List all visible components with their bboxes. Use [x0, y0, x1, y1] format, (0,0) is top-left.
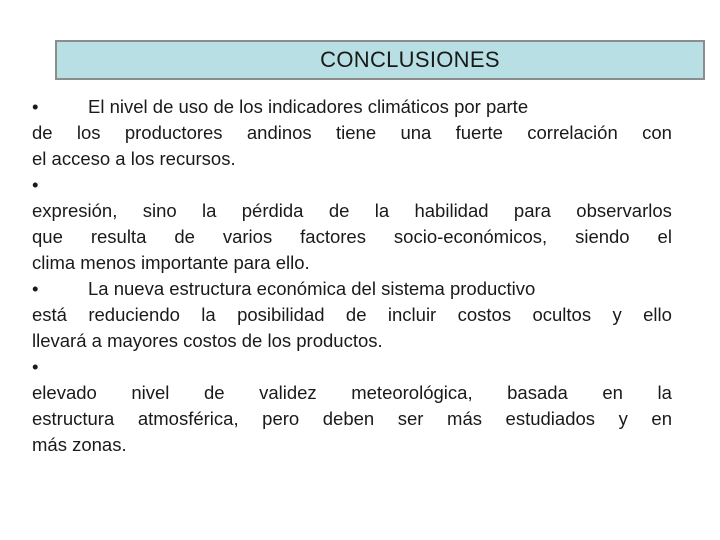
word: para	[513, 200, 551, 221]
paragraph-line	[32, 224, 672, 250]
word: correlación	[527, 122, 618, 143]
word: expresión,	[32, 200, 118, 221]
word: costos	[457, 304, 512, 325]
paragraph-line: más zonas.	[32, 434, 127, 455]
word: observarlos	[576, 200, 672, 221]
word: estructura	[32, 408, 115, 429]
paragraph-line	[32, 406, 672, 432]
word: y	[618, 408, 628, 429]
list-item	[32, 172, 672, 198]
paragraph-line: llevará a mayores costos de los productos.	[32, 330, 383, 351]
word: pérdida	[241, 200, 304, 221]
word: de	[174, 226, 195, 247]
paragraph-line	[32, 302, 672, 328]
word: varios	[222, 226, 273, 247]
word: validez	[259, 382, 317, 403]
bullet-icon: •	[32, 356, 39, 377]
word: de	[328, 200, 350, 221]
bullet-icon: •	[32, 278, 39, 299]
word: la	[657, 382, 672, 403]
paragraph-line: La nueva estructura económica del sistema productivo	[88, 278, 536, 299]
word: con	[642, 122, 672, 143]
paragraph-line	[32, 380, 672, 406]
word: ocultos	[532, 304, 592, 325]
word: reduciendo	[88, 304, 180, 325]
word: la	[202, 200, 217, 221]
word: deben	[322, 408, 375, 429]
paragraph-line: clima menos importante para ello.	[32, 252, 310, 273]
bullet-icon: •	[32, 96, 39, 117]
paragraph-line: El nivel de uso de los indicadores climáticos por parte	[88, 96, 529, 117]
word: pero	[262, 408, 300, 429]
word: siendo	[575, 226, 630, 247]
word: en	[602, 382, 623, 403]
paragraph-line	[32, 120, 672, 146]
word: incluir	[387, 304, 437, 325]
list-item	[32, 94, 672, 120]
word: sino	[142, 200, 177, 221]
word: los	[76, 122, 101, 143]
word: ser	[397, 408, 424, 429]
page-title: CONCLUSIONES	[320, 47, 500, 72]
word: ello	[643, 304, 672, 325]
word: nivel	[131, 382, 170, 403]
word: productores	[124, 122, 223, 143]
word: el	[657, 226, 672, 247]
word: estudiados	[505, 408, 596, 429]
bullet-icon: •	[32, 174, 39, 195]
word: y	[612, 304, 622, 325]
word: de	[345, 304, 367, 325]
word: una	[400, 122, 432, 143]
word: está	[32, 304, 67, 325]
word: basada	[507, 382, 568, 403]
word: de	[32, 122, 53, 143]
list-item	[32, 354, 672, 380]
word: factores	[300, 226, 366, 247]
word: de	[203, 382, 225, 403]
word: andinos	[246, 122, 312, 143]
word: que	[32, 226, 63, 247]
conclusions-list	[32, 94, 672, 458]
word: tiene	[336, 122, 377, 143]
word: atmosférica,	[137, 408, 239, 429]
word: resulta	[90, 226, 147, 247]
word: la	[374, 200, 390, 221]
word: meteorológica,	[351, 382, 473, 403]
paragraph-line: el acceso a los recursos.	[32, 148, 236, 169]
word: en	[651, 408, 672, 429]
word: la	[201, 304, 216, 325]
list-item	[32, 276, 672, 302]
word: habilidad	[414, 200, 489, 221]
word: fuerte	[455, 122, 503, 143]
word: posibilidad	[237, 304, 325, 325]
word: más	[447, 408, 482, 429]
paragraph-line	[32, 198, 672, 224]
word: socio-económicos,	[393, 226, 548, 247]
word: elevado	[32, 382, 97, 403]
title-banner	[55, 40, 705, 80]
